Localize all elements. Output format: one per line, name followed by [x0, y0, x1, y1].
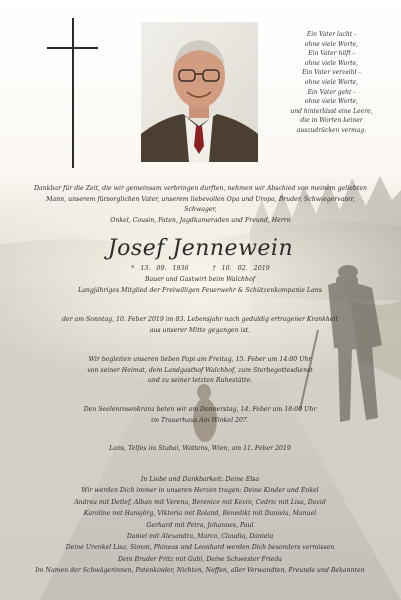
funeral-info: [30, 355, 370, 387]
funeral-line: Wir begleiten unseren lieben Papi am Freitag, 15. Feber um 14:00 Uhr: [88, 356, 312, 363]
birth-date: * 13. 09. 1936: [131, 265, 189, 272]
place-date: [30, 444, 370, 455]
mourner-line: Gerhard mit Petra, Johannes, Paul: [146, 521, 254, 529]
mourner-line: Karoline mit Hansjörg, Viktoria mit Roland, Benedikt mit Daniela, Manuel: [83, 510, 317, 518]
notice-line: aus unserer Mitte gegangen ist.: [149, 326, 251, 334]
mourner-line: In Liebe und Dankbarkeit: Deine Elsa: [140, 476, 260, 483]
intro-text: [34, 184, 367, 226]
mourner-line: Dein Bruder Fritz mit Gabi, Deine Schwester Frieda: [118, 555, 282, 563]
death-date: † 10. 02. 2019: [212, 265, 270, 272]
intro-line: Dankbar für die Zeit, die wir gemeinsam verbringen durften, nehmen wir Abschied von meinem geliebten: [34, 185, 367, 192]
mourner-line: Daniel mit Alexandra, Marco, Claudia, Daniela: [126, 533, 274, 541]
bio-line: Bauer und Gastwirt beim Walchhof: [144, 276, 256, 283]
mourner-line: Im Namen der Schwägerinnen, Patenkinder, Nichten, Neffen, aller Verwandten, Freunde und Bekannten: [35, 567, 365, 575]
poem-line: Ein Vater verzeiht -: [302, 69, 361, 77]
portrait-photo: [141, 22, 258, 162]
poem-line: ohne viele Worte,: [304, 59, 359, 67]
mourner-line: Wir werden Dich immer in unseren Herzen tragen: Deine Kinder und Enkel: [81, 487, 319, 495]
rosary-info: [30, 405, 370, 426]
poem-line: und hinterlässt eine Leere,: [290, 107, 373, 115]
poem-line: Ein Vater hilft -: [308, 50, 355, 58]
place-date-line: Lans, Telfes im Stubai, Wattens, Wien, am 11. Feber 2019: [109, 445, 291, 452]
notice-line: der am Sonntag, 10. Feber 2019 im 83. Lebensjahr nach geduldig ertragener Krankheit: [61, 316, 339, 323]
mourner-line: Deine Urenkel Lisa, Simon, Phineas und Leonhard werden Dich besonders vermissen: [65, 544, 335, 552]
mourner-line: Andrea mit Detlef, Alban mit Verena, Berenice mit Kevin, Cedric mit Lisa, David: [74, 498, 326, 506]
cross-icon: [72, 18, 74, 168]
poem-line: ohne viele Worte,: [304, 40, 359, 48]
rosary-line: im Trauerhaus Am Winkel 207.: [151, 416, 249, 424]
deceased-name: Josef Jennewein: [107, 236, 294, 261]
poem-line: auszudrücken vermag.: [296, 126, 367, 134]
intro-line: Mann, unserem fürsorglichen Vater, unserem liebevollen Opa und Uropa, Bruder, Schwiegervater, Schwager,: [46, 195, 355, 213]
poem: [284, 30, 379, 136]
mourners: [30, 474, 370, 577]
bio: [30, 275, 370, 296]
funeral-line: von seiner Heimat, dem Landgasthof Walchhof, zum Sterbegottesdienst: [87, 366, 313, 374]
rosary-line: Den Seelenrosenkranz beten wir am Donnerstag, 14. Feber um 18:00 Uhr: [83, 406, 317, 413]
death-notice: [30, 315, 370, 336]
life-dates: [0, 265, 401, 272]
poem-line: ohne viele Worte,: [304, 78, 359, 86]
poem-line: die in Worten keiner: [300, 117, 363, 125]
bio-line: Langjähriges Mitglied der Freiwilligen Feuerwehr & Schützenkompanie Lans: [78, 286, 322, 294]
cross-icon-bar: [47, 47, 98, 49]
poem-line: ohne viele Worte,: [304, 98, 359, 106]
poem-line: Ein Vater lacht -: [306, 31, 357, 38]
poem-line: Ein Vater geht -: [307, 88, 356, 96]
intro-line: Onkel, Cousin, Paten, Jagdkameraden und Freund, Herrn: [110, 216, 291, 224]
funeral-line: und zu seiner letzten Ruhestätte.: [147, 377, 253, 384]
